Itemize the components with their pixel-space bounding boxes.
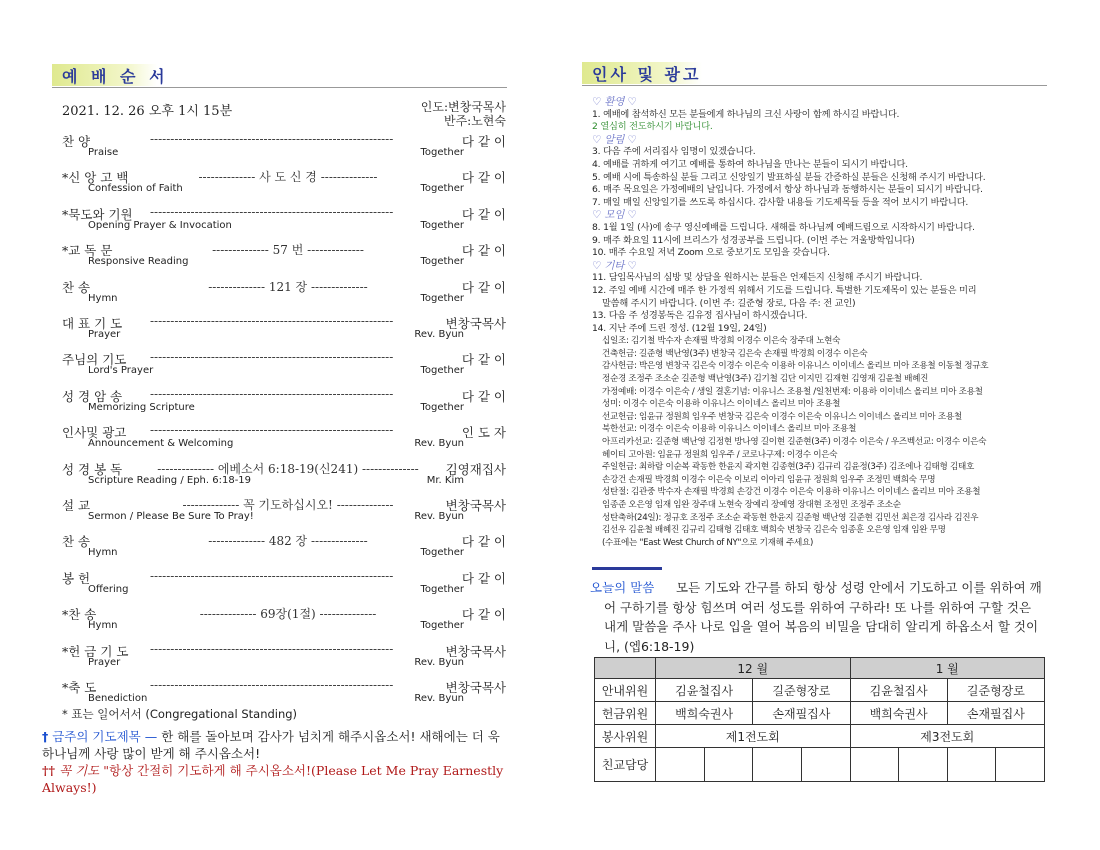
item-leader: 다 같 이	[461, 570, 506, 586]
worship-item	[62, 532, 506, 566]
roster-cell	[753, 748, 802, 782]
offering-line: 김선우 김윤철 배혜진 김규리 김태형 김태호 백희숙 변창국 김은숙 임종훈 오은영 임재 임완 무명	[602, 525, 946, 536]
roster-cell	[656, 748, 705, 782]
item-leader-line: ------------------------------------------------------------	[150, 678, 394, 692]
order-of-worship-header	[52, 62, 507, 88]
item-leader-line: -------------- 482 장 --------------	[208, 534, 368, 549]
worship-item	[62, 496, 506, 530]
item-english: Responsive Reading	[88, 256, 189, 268]
announcement-item: 7. 매일 매일 신앙일기를 쓰도록 하십시다. 감사할 내용들 기도제목들 등을 적어 보시기 바랍니다.	[592, 196, 969, 208]
item-english: Hymn	[88, 620, 118, 632]
dagger-mark: †	[42, 729, 49, 744]
section-heading: ♡ 환영 ♡	[592, 96, 637, 108]
worship-item	[62, 387, 506, 421]
item-english-leader: Rev. Byun	[414, 656, 464, 668]
item-leader: 김영재집사	[445, 461, 506, 477]
item-english: Opening Prayer & Invocation	[88, 219, 232, 231]
roster-row-label: 헌금위원	[595, 702, 656, 725]
double-dagger-mark: ††	[42, 763, 56, 778]
item-name: 설 교	[62, 498, 91, 513]
verse-rule	[592, 567, 662, 570]
item-leader: 다 같 이	[461, 170, 506, 186]
roster-cell: 백희숙권사	[850, 702, 947, 725]
announcements-list	[592, 96, 1052, 549]
item-leader-line: -------------- 에베소서 6:18-19(신241) --------------	[157, 461, 419, 476]
announcement-item: 6. 매주 목요일은 가정예배의 날입니다. 가정에서 항상 하나님과 동행하시는 분들이 되시기 바랍니다.	[592, 184, 983, 196]
order-of-worship-title: 예 배 순 서	[62, 66, 169, 86]
item-english-leader: Rev. Byun	[414, 438, 464, 450]
announcement-item: 13. 다음 주 성경봉독은 김유정 집사님이 하시겠습니다.	[592, 310, 808, 322]
offering-line: 감사헌금: 박은영 변창국 김은숙 이경수 이은숙 이용하 이유니스 이이네스 올리브 미아 조용철 이동철 정규호	[602, 361, 989, 372]
weekly-prayer-text: 한 해를 돌아보며 감사가 넘치게 해주시옵소서! 새해에는 더 욱 하나님께 사랑 많이 받게 해 주시옵소서!	[42, 729, 500, 761]
item-name: 인사및 광고	[62, 425, 127, 441]
item-leader-line: ------------------------------------------------------------	[150, 641, 394, 656]
roster-cell	[996, 748, 1045, 782]
worship-item	[62, 241, 506, 275]
item-name: *교 독 문	[62, 243, 113, 259]
item-english: Hymn	[88, 292, 118, 304]
weekly-prayer	[42, 728, 507, 762]
item-name: 대 표 기 도	[62, 316, 123, 331]
offering-line: 가정예배: 이경수 이은숙 / 생일 결혼기념: 이유니스 조용철 /일천번제: 이용하 이이네스 올리브 미아 조용철	[602, 386, 983, 397]
announcements-header	[582, 60, 1047, 86]
item-english-leader: Rev. Byun	[414, 511, 464, 522]
roster-header-row	[595, 658, 1045, 679]
item-english-leader: Together	[420, 583, 464, 595]
must-pray	[42, 762, 507, 796]
worship-item	[62, 278, 506, 312]
roster-cell	[801, 748, 850, 782]
worship-item	[62, 132, 506, 166]
roster-cell	[850, 748, 899, 782]
roster-row	[595, 679, 1045, 702]
offering-line: 성미: 이경수 이은숙 이용하 이유니스 이이네스 올리브 미아 조용철	[602, 399, 841, 410]
item-english: Scripture Reading / Eph. 6:18-19	[88, 474, 252, 486]
announcement-item: 14. 지난 주에 드린 정성. (12월 19일, 24일)	[592, 322, 767, 334]
item-leader-line: ------------------------------------------------------------	[150, 568, 394, 583]
worship-item	[62, 168, 506, 202]
item-leader: 변창국목사	[445, 643, 506, 659]
item-english: Prayer	[88, 329, 121, 340]
item-leader-line: -------------- 69장(1절) --------------	[199, 607, 377, 622]
item-english-leader: Together	[420, 401, 464, 413]
roster-row-label: 친교담당	[595, 748, 656, 782]
offering-line: 십일조: 김기철 박수자 손재필 박경희 이경수 이은숙 장주대 노현숙	[602, 336, 841, 347]
item-leader: 다 같 이	[461, 206, 506, 222]
item-english: Hymn	[88, 547, 118, 559]
roster-cell	[947, 748, 996, 782]
roster-cell: 제3전도회	[850, 725, 1045, 748]
todays-verse-text: 모든 기도와 간구를 하되 항상 성령 안에서 기도하고 이를 위하여 깨어 구하기를 항상 힘쓰며 여러 성도를 위하여 구하라! 또 나를 위하여 구할 것은 내게 말씀을 주사 나로 입을 열어 복음의 비밀을 담대히 알리게 하옵소서 할 것이니, (엡6:18-19)	[604, 580, 1042, 654]
service-date: 2021. 12. 26 오후 1시 15분	[62, 104, 233, 119]
item-leader-line: -------------- 121 장 --------------	[208, 279, 368, 294]
item-english: Confession of Faith	[88, 183, 183, 195]
worship-item	[62, 423, 506, 457]
worship-item	[62, 314, 506, 348]
roster-cell: 길준형장로	[753, 679, 850, 702]
offering-line: 헤이티 고아원: 임윤규 정원희 임우주 / 코로나구제: 이경수 이은숙	[602, 449, 838, 460]
standing-note: * 표는 일어서서 (Congregational Standing)	[62, 707, 298, 721]
announcement-item: 9. 매주 화요일 11시에 브리스가 성경공부를 드립니다. (이번 주는 겨울방학입니다)	[592, 234, 915, 246]
worship-item	[62, 605, 506, 639]
item-english-leader: Together	[420, 147, 464, 158]
item-english: Memorizing Scripture	[88, 401, 195, 413]
item-leader: 다 같 이	[461, 279, 506, 295]
item-leader-line: ------------------------------------------------------------	[150, 350, 394, 365]
section-heading: ♡ 기타 ♡	[592, 259, 637, 272]
announcement-item: 4. 예배를 귀하게 여기고 예배를 통하여 하나님을 만나는 분들이 되시기 바랍니다.	[592, 158, 908, 170]
item-english: Sermon / Please Be Sure To Pray!	[88, 511, 254, 522]
item-leader: 다 같 이	[461, 388, 506, 404]
item-name: 성 경 암 송	[62, 388, 123, 404]
item-leader: 변창국목사	[445, 316, 506, 331]
item-name: 찬 송	[62, 534, 91, 550]
announcement-item: 11. 담임목사님의 심방 및 상담을 원하시는 분들은 언제든지 신청해 주시기 바랍니다.	[592, 272, 923, 284]
worship-item	[62, 205, 506, 239]
offering-line: 아프리카선교: 길준형 백난영 김정현 방나영 길이현 길준현(3주) 이경수 이은숙 / 우즈벡선교: 이경수 이은숙	[602, 437, 987, 448]
roster-row	[595, 748, 1045, 782]
announcement-item: 말씀해 주시기 바랍니다. (이번 주: 길준형 장로, 다음 주: 전 교인)	[602, 297, 856, 309]
item-leader-line: ------------------------------------------------------------	[150, 386, 394, 401]
announcements-title: 인사 및 광고	[592, 64, 702, 84]
item-english: Lord's Prayer	[88, 365, 154, 377]
item-english-leader: Together	[420, 256, 464, 268]
offering-line: 북한선교: 이경수 이은숙 이용하 이유니스 이이네스 올리브 미아 조용철	[602, 424, 857, 435]
item-english-leader: Together	[420, 183, 464, 195]
offering-line: 건축헌금: 길준형 백난영(3주) 변창국 김은숙 손재필 박경희 이경수 이은숙	[602, 348, 868, 359]
todays-verse-label: 오늘의 말씀	[590, 580, 655, 595]
item-english: Praise	[88, 147, 119, 158]
offering-line: 성탄절: 김관중 박수자 손재필 박경희 손강건 이경수 이은숙 이용하 이유니스 이이네스 올리브 미아 조용철	[602, 487, 981, 498]
announcement-item: 2 열심히 전도하시기 바랍니다.	[592, 121, 713, 133]
item-english-leader: Rev. Byun	[414, 693, 464, 704]
item-leader: 변창국목사	[445, 498, 506, 513]
leader-presider: 인도:변창국목사	[420, 100, 506, 114]
must-pray-text: "항상 간절히 기도하게 해 주시옵소서!(Please Let Me Pray Earnestly Always!)	[42, 763, 504, 795]
roster-cell: 손재필집사	[947, 702, 1044, 725]
leader-accompanist: 반주:노현숙	[443, 114, 506, 128]
item-name: *축 도	[62, 680, 97, 695]
volunteer-roster	[594, 657, 1045, 782]
worship-item	[62, 350, 506, 384]
offering-line: 주일헌금: 최하람 이순복 곽동한 한윤지 곽지현 김종현(3주) 김규리 김윤정(3주) 김조에나 김태형 김태호	[602, 462, 974, 473]
item-leader: 다 같 이	[461, 534, 506, 550]
announcement-item: 1. 예배에 참석하신 모든 분들에게 하나님의 크신 사랑이 함께 하시길 바랍니다.	[592, 108, 900, 120]
worship-item	[62, 569, 506, 603]
item-english-leader: Together	[420, 292, 464, 304]
weekly-prayer-label: 금주의 기도제목 —	[52, 729, 158, 744]
offering-line: 임종준 오은영 임재 임완 장주대 노현숙 장예리 장예영 장대현 조정민 조정주 조소순	[602, 500, 901, 510]
leader-info	[378, 100, 506, 128]
announcement-item: 12. 주일 예배 시간에 매주 한 가정씩 위해서 기도를 드립니다. 특별한 기도제목이 있는 분들은 미리	[592, 284, 977, 296]
item-leader: 다 같 이	[461, 243, 506, 259]
item-english-leader: Together	[420, 219, 464, 231]
item-leader-line: ------------------------------------------------------------	[150, 204, 394, 219]
item-leader: 변창국목사	[445, 680, 506, 695]
item-leader: 인 도 자	[461, 425, 506, 441]
roster-cell: 길준형장로	[947, 679, 1044, 702]
item-name: 봉 헌	[62, 570, 91, 586]
item-english: Offering	[88, 583, 129, 595]
roster-cell: 김윤철집사	[656, 679, 753, 702]
item-name: 찬 송	[62, 279, 91, 295]
offering-line: 성탄축하(24일): 정규호 조정주 조소순 곽동현 한윤지 길준형 백난영 길준현 김민선 최은경 김사라 김진우	[602, 512, 979, 523]
offering-line: 정순경 조정주 조소순 길준형 백난영(3주) 김기철 김단 이지민 김재현 김영재 김윤철 배혜진	[602, 374, 929, 385]
item-leader: 다 같 이	[461, 134, 506, 149]
item-english: Prayer	[88, 656, 121, 668]
offering-line: 선교헌금: 임윤규 정원희 임우주 변창국 김은숙 이경수 이은숙 이유니스 이이네스 올리브 미아 조용철	[602, 411, 962, 422]
announcement-item: 3. 다음 주에 서리집사 임명이 있겠습니다.	[592, 146, 756, 158]
item-english: Announcement & Welcoming	[88, 438, 234, 450]
worship-item	[62, 642, 506, 676]
roster-month: 12 월	[656, 658, 851, 679]
announcement-item: 10. 매주 수요일 저녁 Zoom 으로 중보기도 모임을 갖습니다.	[592, 247, 830, 259]
item-english-leader: Mr. Kim	[426, 474, 464, 486]
header-rule	[582, 85, 1047, 86]
item-leader: 다 같 이	[461, 352, 506, 368]
item-name: *신 앙 고 백	[62, 170, 129, 186]
item-leader-line: ------------------------------------------------------------	[150, 132, 394, 146]
announcement-item: 8. 1월 1일 (사)에 송구 영신예배를 드립니다. 새해를 하나님께 예배드림으로 시작하시기 바랍니다.	[592, 221, 975, 233]
roster-cell	[704, 748, 753, 782]
roster-row-label: 봉사위원	[595, 725, 656, 748]
roster-month: 1 월	[850, 658, 1045, 679]
item-name: *헌 금 기 도	[62, 643, 129, 659]
item-leader-line: -------------- 57 번 --------------	[212, 243, 364, 258]
item-leader-line: ------------------------------------------------------------	[150, 423, 394, 438]
roster-cell	[899, 748, 948, 782]
item-name: 성 경 봉 독	[62, 461, 123, 477]
offering-line: 손강건 손재필 박경희 이경수 이은숙 이보리 이아리 임윤규 정원희 임우주 조정민 백희숙 무명	[602, 474, 936, 485]
must-pray-label: 꼭 기도	[59, 763, 100, 778]
roster-row	[595, 702, 1045, 725]
offering-line: (수표에는 "East West Church of NY"으로 기재해 주세요)	[602, 537, 814, 548]
item-name: 주님의 기도	[62, 352, 127, 368]
roster-cell: 김윤철집사	[850, 679, 947, 702]
roster-row-label: 안내위원	[595, 679, 656, 702]
item-english-leader: Together	[420, 547, 464, 559]
roster-cell: 손재필집사	[753, 702, 850, 725]
section-heading: ♡ 알림 ♡	[592, 133, 637, 146]
header-rule	[52, 87, 507, 88]
item-leader-line: -------------- 사 도 신 경 --------------	[198, 170, 378, 185]
item-english-leader: Together	[420, 620, 464, 632]
item-leader-line: -------------- 꼭 기도하십시오! --------------	[182, 498, 394, 512]
roster-row	[595, 725, 1045, 748]
item-leader: 다 같 이	[461, 607, 506, 623]
section-heading: ♡ 모임 ♡	[592, 209, 637, 222]
item-name: *찬 송	[62, 607, 97, 623]
item-name: *묵도와 기원	[62, 206, 133, 222]
worship-item	[62, 460, 506, 494]
roster-corner	[595, 658, 656, 679]
item-english-leader: Together	[420, 365, 464, 377]
roster-cell: 백희숙권사	[656, 702, 753, 725]
item-english-leader: Rev. Byun	[414, 329, 464, 340]
roster-cell: 제1전도회	[656, 725, 851, 748]
item-name: 찬 양	[62, 134, 91, 149]
announcement-item: 5. 예배 시에 특송하실 분들 그리고 신앙일기 발표하실 분들 간증하실 분들은 신청해 주시기 바랍니다.	[592, 171, 986, 183]
item-english: Benediction	[88, 693, 148, 704]
item-leader-line: ------------------------------------------------------------	[150, 314, 394, 328]
